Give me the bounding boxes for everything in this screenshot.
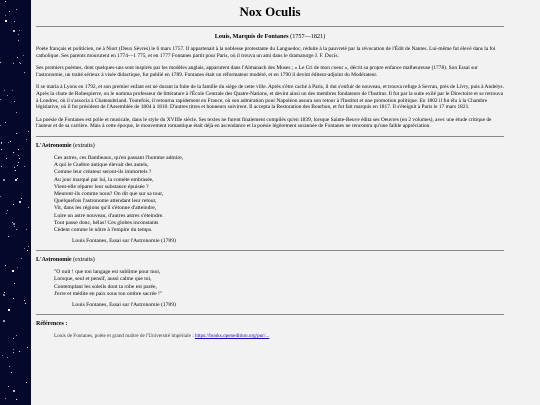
- star: [24, 248, 25, 249]
- star: [8, 309, 10, 311]
- star: [0, 62, 1, 63]
- star: [19, 351, 20, 352]
- star: [17, 57, 18, 58]
- poem-line: Vit, dans les régions qu'il s'étonne d'atteindre,: [54, 205, 157, 212]
- poem-line: Cèdent comme le nôtre à l'empire du temps.: [54, 226, 153, 233]
- star: [0, 125, 1, 126]
- star: [13, 204, 14, 205]
- poem-line: Au jour marqué par lui, la comète embrasée,: [54, 176, 154, 183]
- star: [14, 226, 15, 227]
- star: [4, 90, 5, 91]
- author-heading: [36, 33, 504, 40]
- star: [1, 142, 2, 143]
- star: [6, 158, 7, 159]
- star: [13, 152, 14, 153]
- excerpt-1-title: [36, 143, 504, 149]
- star: [16, 9, 17, 10]
- star: [0, 99, 1, 100]
- excerpt-2-poem: [54, 269, 504, 298]
- star: [0, 196, 1, 197]
- poem-line: Comme leur créateur seront-ils immortels ?: [54, 169, 152, 176]
- star: [18, 162, 19, 163]
- star: [26, 382, 27, 383]
- star: [7, 95, 8, 96]
- star: [24, 166, 25, 167]
- star: [16, 229, 17, 230]
- star: [13, 298, 14, 299]
- bio-paragraph-3: Il se maria à Lyons en 1792, et son premier enfant est né durant la fuite de la famille du siège de cette ville. Après s'être caché à Paris, il dut s'enfuir de nouveau, et trouva refuge à Sevran, près de Livry, puis à Andelys. Après la chute de Robespierre, on le nomma professeur de littérature à l'École Centrale des Quatre-Nations, et devint ainsi un des membres fondateurs de l'Institut. Il fut par la suite exilé par le Directoire et se retrouva à Londres, où il s'associa à Chateaubriand. Toutefois, il retourna rapidement en France, où son admiration pour Napoléon assura son retour à l'Institut et une promotion politique. En 1802 il fut élu à la Chambre législative, où il fut président de l'Assemblée de 1804 à 1810. D'autres titres et honneurs suivirent. Il accepta la Restoration des Bourbon, et fut fait marquis en 1817. Il s'éteignit à Paris le 17 mars 1821.: [36, 84, 504, 111]
- reference-text: Louis de Fontanes, poète et grand maître de l'Université impériale :: [54, 332, 194, 339]
- divider: [36, 136, 504, 137]
- star: [2, 355, 3, 356]
- site-title: Nox Oculis: [239, 4, 301, 19]
- author-name: Louis, Marquis de Fontanes: [214, 33, 289, 40]
- reference-entry: [54, 333, 504, 339]
- star: [16, 399, 17, 400]
- author-dates: (1757—1821): [290, 33, 326, 40]
- star: [24, 72, 25, 73]
- star: [3, 294, 5, 296]
- star: [28, 207, 29, 208]
- star: [5, 1, 6, 2]
- star: [28, 131, 29, 132]
- star: [17, 267, 18, 268]
- star: [14, 21, 15, 22]
- star: [5, 398, 6, 399]
- star: [18, 149, 19, 150]
- star: [12, 90, 13, 91]
- starfield-sidebar: [0, 0, 31, 405]
- star: [24, 300, 25, 301]
- excerpt-2-signature: Louis Fontanes, Essai sur l'Astronomie (1789): [72, 301, 176, 308]
- star: [13, 338, 14, 339]
- star: [21, 258, 22, 259]
- star: [28, 246, 29, 247]
- star: [16, 133, 17, 134]
- star: [8, 386, 9, 387]
- star: [1, 143, 2, 144]
- bio-paragraph-1: Poète français et politicien, né à Niort (Deux Sèvres) le 6 mars 1757. Il appartenait à la noblesse protestante du Languedoc, réduite à la pauvreté par la révocation de l'Édit de Nantes. Lui-même fut élevé dans la foi catholique. Ses parents moururent en 1774—1 775, et en 1777 Fontanes partit pour Paris, où il trouva un ami dans le dramaturge J. F. Ducis.: [36, 46, 496, 59]
- poem-line: J'erre et médite en paix sous ton ombre sacrée !": [54, 290, 163, 297]
- poem-line: Meurent-ils comme nous? On dit que sur sa tour,: [54, 190, 164, 197]
- excerpt-2-note: (extraits): [73, 257, 95, 264]
- star: [3, 320, 5, 322]
- star: [10, 141, 11, 142]
- divider: [36, 250, 504, 251]
- excerpt-2-title: [36, 257, 504, 263]
- star: [18, 34, 19, 35]
- star: [7, 210, 8, 211]
- star: [17, 178, 18, 179]
- poem-line: Lorsque, seul et pensif, aussi calme que toi,: [54, 276, 152, 283]
- reference-link[interactable]: https://books.openedition.org/pur/...: [194, 332, 270, 339]
- star: [19, 201, 21, 203]
- poem-line: Ces astres, ces flambeaux, qu'en passant l'homme admire,: [54, 154, 184, 161]
- star: [5, 265, 6, 266]
- poem-line: Tout passe donc, hélas! Ces globes inconstants: [54, 219, 159, 226]
- star: [13, 349, 14, 350]
- main-content: [36, 0, 504, 405]
- star: [26, 139, 27, 140]
- star: [13, 352, 14, 353]
- star: [9, 366, 10, 367]
- star: [1, 149, 2, 150]
- excerpt-1-note: (extraits): [73, 142, 95, 149]
- star: [19, 62, 20, 63]
- star: [6, 213, 7, 214]
- star: [13, 223, 15, 225]
- star: [5, 20, 7, 22]
- poem-line: Quelquefois l'astronome attendant leur retour,: [54, 198, 157, 205]
- star: [13, 30, 15, 32]
- poem-line: A qui le Guèbre antique élevait des autels,: [54, 162, 149, 169]
- star: [15, 170, 16, 171]
- star: [8, 236, 9, 237]
- excerpt-1-signature: Louis Fontanes, Essai sur l'Astronomie (1789): [72, 238, 176, 245]
- star: [12, 270, 14, 272]
- references-heading: [36, 321, 504, 327]
- star: [14, 283, 15, 284]
- star: [18, 155, 19, 156]
- star: [14, 101, 15, 102]
- star: [11, 372, 12, 373]
- star: [27, 250, 28, 251]
- star: [16, 112, 17, 113]
- divider: [36, 314, 504, 315]
- star: [9, 11, 10, 12]
- star: [18, 40, 19, 41]
- references-title: Références :: [36, 320, 68, 327]
- poem-line: "O nuit ! que ton langage est sublime pour moi,: [54, 269, 161, 276]
- star: [27, 347, 28, 348]
- excerpt-1-heading: L'Astronomie: [36, 142, 72, 149]
- star: [13, 390, 15, 392]
- poem-line: Contemplant les soleils dont ta robe est parée,: [54, 283, 157, 290]
- star: [23, 55, 24, 56]
- bio-paragraph-4: La poésie de Fontanes est polie et musicale, dans le style du XVIIIe siècle. Ses textes ne furent finalement compilés qu'en 1839, lorsque Sainte-Beuve édita ses Oeuvres (en 2 volumes), avec une étude critique de l'auteur et de sa carrière. Mais à cette époque, le mouvement romantique était déjà en ascendance et la poésie légèrement surannée de Fontanes ne rencontra qu'une faible appréciation.: [36, 116, 492, 130]
- star: [8, 142, 9, 143]
- star: [17, 165, 18, 166]
- star: [4, 292, 5, 293]
- star: [25, 303, 26, 304]
- bio-paragraph-2: Ses premiers poèmes, dont quelques-uns sont inspirés par les modèles anglais, apparurent dans l'Almanach des Muses ; « Le Cri de mon coeur », décrit sa propre enfance malheureuse (1778). Son Essai sur l'astronomie, un traité sérieux à visée didactique, fut publié en 1789. Fontanes était un réformateur modéré, et en 1790 il devint éditeur-adjoint du Modérateur.: [36, 65, 478, 78]
- poem-line: Vient-elle réparer leur substance épuisée ?: [54, 183, 149, 190]
- star: [26, 229, 27, 230]
- excerpt-2-heading: L'Astronomie: [36, 257, 72, 264]
- star: [20, 63, 21, 64]
- star: [19, 30, 20, 31]
- star: [15, 179, 17, 181]
- star: [14, 167, 15, 168]
- poem-line: Luire un astre nouveau, d'autres astres s'éteindre.: [54, 212, 164, 219]
- star: [16, 335, 17, 336]
- star: [5, 122, 6, 123]
- star: [21, 198, 22, 199]
- star: [1, 166, 2, 167]
- star: [19, 158, 20, 159]
- star: [3, 179, 5, 181]
- excerpt-1-poem: [54, 155, 504, 234]
- star: [7, 357, 8, 358]
- star: [13, 63, 14, 64]
- star: [5, 15, 6, 16]
- divider: [36, 26, 504, 27]
